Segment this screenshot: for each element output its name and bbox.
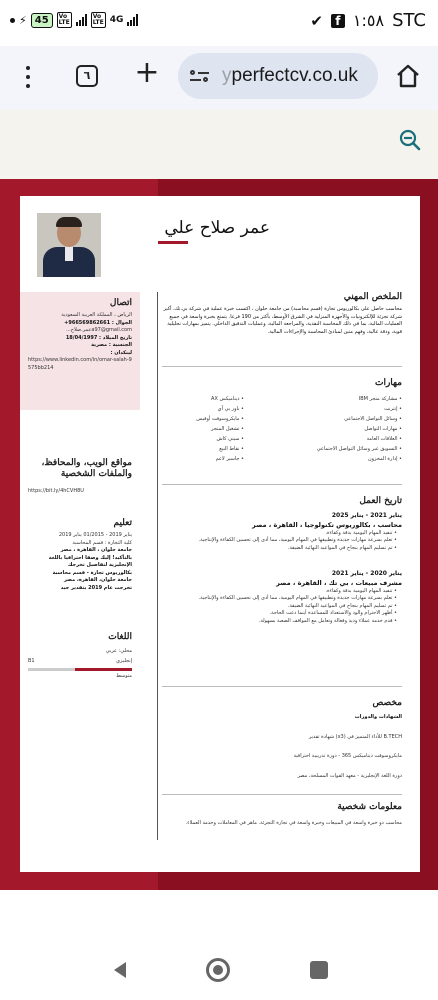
network-type: 4G [109, 15, 124, 25]
summary-section [162, 292, 402, 336]
menu-icon[interactable] [24, 64, 32, 90]
job-bullet: • تنفيذ المهام اليومية بدقة وكفاءة. [325, 529, 397, 536]
skill-item: • جاسبر لاعم [215, 456, 244, 462]
websites-link[interactable]: https://bit.ly/4hCVH8U [28, 488, 84, 494]
language-level-fill [75, 668, 132, 671]
jobs-list [162, 512, 402, 625]
page-footer [0, 890, 438, 940]
url-text[interactable]: yperfectcv.co.uk [222, 65, 358, 86]
volte-tag: Vo LTE [58, 13, 70, 26]
summary-heading: الملخص المهني [343, 292, 402, 302]
system-nav-bar [0, 940, 438, 1000]
job-bullet: • تعلم بسرعة مهارات جديدة وتطبيقها في المهام اليومية، مما أدى إلى تحسين الكفاءة والإنتاجية. [198, 537, 397, 543]
skill-item: • سيتي كاش [216, 436, 244, 442]
job-bullet: • تنفيذ المهام اليومية بدقة وكفاءة. [325, 587, 397, 594]
job-entry [162, 512, 402, 552]
skills-column-right [282, 394, 402, 464]
skill-item: • مهارات التواصل [364, 426, 402, 432]
check-icon: ✔ [310, 11, 323, 30]
job-title: مشرف مبيعات ، بي تك ، القاهرة ، مصر [276, 578, 402, 587]
native-language: محلي: عربي [105, 648, 132, 654]
browser-toolbar [0, 46, 438, 110]
custom-subheading: الشهادات والدورات [354, 714, 402, 720]
column-divider [157, 292, 158, 840]
skill-item: • باور بي آي [217, 406, 244, 412]
charging-icon: ⚡ [19, 13, 27, 27]
plus-icon[interactable]: + [134, 55, 160, 90]
websites-heading: مواقع الويب، والمحافظ، والملفات الشخصية [41, 458, 132, 479]
custom-line: مايكروسوفت ديناميكس 365 - دورة تدريبية احترافية [293, 753, 402, 759]
skill-item: • ديناميكس AX [211, 396, 244, 402]
facebook-icon: f [331, 14, 345, 28]
status-left [10, 12, 138, 28]
skill-item: • مشاركة متجر IBM [358, 396, 402, 402]
job-bullet: • تم تسليم المهام بنجاح في المواعيد النهائية الضيقة. [287, 602, 397, 609]
language-name: إنجليزي [116, 657, 132, 664]
education-line: جامعة حلوان ، القاهرة ، مصر [60, 547, 132, 553]
language-level-bar [28, 668, 132, 671]
dot-icon [10, 18, 15, 23]
languages-heading: اللغات [108, 632, 132, 642]
skill-item: • نقاط البيع [219, 446, 244, 452]
languages-section [28, 632, 132, 680]
job-bullet: • أظهر الاحترام والود والاستعداد للمساعدة أينما دعت الحاجة. [269, 610, 397, 616]
custom-line: B.TECH للأداء المتميز في (x3) شهادة تقدير [308, 733, 402, 740]
back-icon[interactable] [110, 960, 130, 980]
skill-item: • وسائل التواصل الاجتماعي [344, 416, 402, 422]
site-settings-icon[interactable] [190, 68, 210, 84]
recents-icon[interactable] [310, 961, 328, 979]
skill-item: • إدارة المخزون [367, 456, 402, 462]
job-title: محاسب ، بكالوريوس تكنولوجيا ، القاهرة ، مصر [252, 520, 402, 529]
job-entry [162, 570, 402, 625]
carrier: STC [392, 10, 426, 31]
profile-photo [37, 213, 101, 277]
address-bar[interactable] [178, 53, 378, 99]
language-level-code: B1 [28, 657, 35, 664]
personal-heading: معلومات شخصية [337, 802, 402, 812]
signal-icon [76, 14, 87, 26]
custom-line: دورة اللغة الإنجليزية - معهد القوات المسلحة، مصر [297, 772, 402, 779]
name-underline [158, 241, 188, 244]
job-bullet: • تعلم بسرعة مهارات جديدة وتطبيقها في المهام اليومية، مما أدى إلى تحسين الكفاءة والإنتاجية. [198, 595, 397, 601]
education-line: بكالوريوس تجارة - قسم محاسبة [52, 569, 132, 576]
volte-tag-2: Vo LTE [92, 13, 104, 26]
job-bullet: • قدم خدمة عملاء ودية وفعالة وتعامل مع المواقف الصعبة بسهولة. [258, 617, 397, 624]
divider [162, 484, 402, 485]
skill-item: • إنترنت [384, 406, 402, 412]
language-level-label: متوسط [116, 672, 132, 679]
divider [162, 794, 402, 795]
work-heading: تاريخ العمل [359, 496, 402, 506]
status-right [310, 10, 426, 31]
education-heading: تعليم [113, 518, 132, 528]
tabs-icon[interactable]: ٦ [76, 65, 98, 87]
personal-section [162, 802, 402, 828]
contact-linkedin-label: لينكدان : [110, 349, 132, 356]
skill-item: • التسويق عبر وسائل التواصل الاجتماعي [316, 446, 402, 452]
summary-text: محاسب حاصل على بكالوريوس تجارة (قسم محاسبة) من جامعة حلوان ، اكتسب خبرة عملية في شركة بي.تك، أكبر شركة تجزئة للإلكترونيات والأجهزة المنزلية في الشرق الأوسط، بأكثر من 190 فرعا. يتمتع بخبرة واسعة في جميع العمليات المالية، بما في ذلك المحاسبة النقدية، والمراجعة المالية، وعمليات التدقيق الداخلي. يتميز بمهارات تحليلية قوية، ودقة عالية، وفهم متين لمبادئ المحاسبة والإجراءات المالية. [163, 306, 402, 335]
personal-text: محاسب ذو خبرة واسعة في المبيعات وخبرة واسعة في تجارة التجزئة. ماهر في المعاملات وخدمة العملاء. [185, 820, 402, 826]
education-line: بالتأكيد! إليك وصفا احترافيا باللغة [48, 554, 132, 561]
home-icon[interactable] [395, 63, 421, 89]
contact-heading: اتصال [109, 298, 132, 308]
job-dates: يناير 2020 - يناير 2021 [331, 570, 402, 577]
divider [162, 686, 402, 687]
contact-email[interactable]: a97@gmail.comعمر.صلاح... [65, 327, 132, 333]
status-bar [0, 0, 438, 46]
divider [162, 366, 402, 367]
websites-section [28, 458, 132, 496]
zoom-out-icon[interactable] [398, 128, 422, 152]
skill-item: • مايكروسوفت أوفيس [196, 416, 244, 422]
skill-item: • تشغيل المتجر [211, 426, 244, 432]
skill-item: • العلاقات العامة [366, 436, 402, 442]
home-nav-icon[interactable] [206, 958, 230, 982]
education-line: جامعة حلوان، القاهرة، مصر [64, 577, 132, 583]
battery-icon: 45 [31, 13, 53, 28]
signal-icon-2 [127, 14, 138, 26]
work-section [162, 496, 402, 625]
skills-heading: مهارات [374, 378, 402, 388]
job-bullet: • تم تسليم المهام بنجاح في المواعيد النهائية الضيقة. [287, 544, 397, 551]
custom-section [162, 698, 402, 780]
contact-section [28, 298, 132, 372]
education-dates: يناير 2019 - 01/2015 يناير 2019 [58, 532, 132, 538]
education-section [28, 518, 132, 592]
contact-phone: الجوال : 966569862661+ [64, 319, 132, 326]
contact-linkedin-url[interactable]: https://www.linkedin.com/in/omar-salah-9575bb214 [28, 357, 132, 371]
custom-heading: مخصص [372, 698, 402, 708]
skills-column-left [162, 394, 282, 464]
job-dates: يناير 2021 - يناير 2025 [331, 512, 402, 519]
clock: ١:٥٨ [352, 11, 385, 30]
contact-nationality: الجنسية : مصرية [91, 342, 132, 348]
contact-dob: تاريخ الميلاد : 18/04/1997 [65, 334, 132, 341]
education-line: كلية التجارة : قسم المحاسبة [72, 539, 132, 546]
education-line: الإنجليزية لتفاصيل تخرجك [67, 562, 132, 568]
contact-address: الرياض ، المملكة العربية السعودية [61, 312, 132, 318]
resume-name: عمر صلاح علي [164, 218, 270, 238]
skills-section [162, 378, 402, 464]
education-line: تخرجت عام 2019 بتقدير جيد [60, 584, 132, 591]
